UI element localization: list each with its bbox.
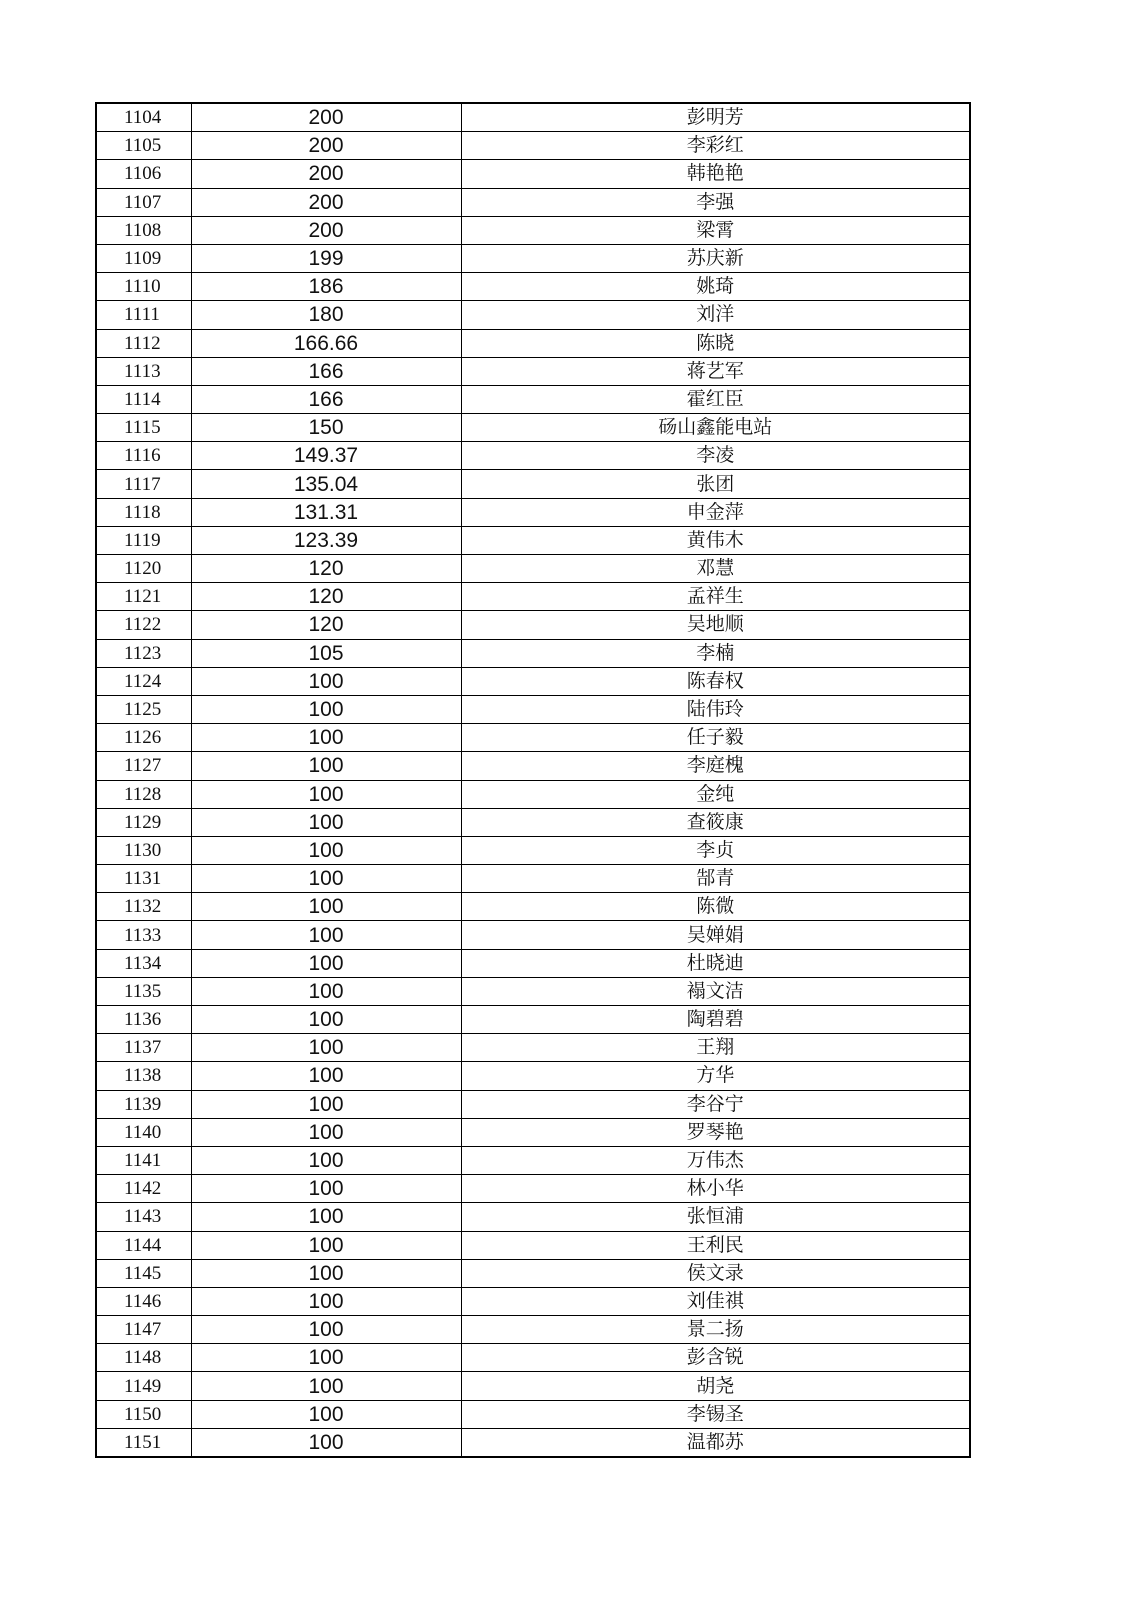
- table-row: [96, 132, 970, 160]
- row-number-cell: 1117: [96, 470, 191, 498]
- table-row: [96, 526, 970, 554]
- donor-name-cell: 李彩红: [461, 132, 970, 160]
- table-body: [96, 103, 970, 1457]
- amount-cell: 100: [191, 1344, 461, 1372]
- table-row: [96, 188, 970, 216]
- donor-name-cell: 李凌: [461, 442, 970, 470]
- table-row: [96, 160, 970, 188]
- amount-cell: 100: [191, 1372, 461, 1400]
- donor-name-cell: 李谷宁: [461, 1090, 970, 1118]
- table-row: [96, 1287, 970, 1315]
- row-number-cell: 1150: [96, 1400, 191, 1428]
- table-row: [96, 1203, 970, 1231]
- amount-cell: 100: [191, 1428, 461, 1457]
- table-row: [96, 414, 970, 442]
- donor-name-cell: 陈晓: [461, 329, 970, 357]
- table-row: [96, 498, 970, 526]
- donor-name-cell: 温都苏: [461, 1428, 970, 1457]
- donor-name-cell: 彭明芳: [461, 103, 970, 132]
- row-number-cell: 1151: [96, 1428, 191, 1457]
- donor-name-cell: 刘洋: [461, 301, 970, 329]
- amount-cell: 100: [191, 752, 461, 780]
- row-number-cell: 1134: [96, 949, 191, 977]
- table-row: [96, 836, 970, 864]
- table-row: [96, 1006, 970, 1034]
- table-row: [96, 1428, 970, 1457]
- donor-name-cell: 王利民: [461, 1231, 970, 1259]
- amount-cell: 120: [191, 555, 461, 583]
- donor-name-cell: 查筱康: [461, 808, 970, 836]
- row-number-cell: 1141: [96, 1146, 191, 1174]
- table-row: [96, 865, 970, 893]
- donor-name-cell: 罗琴艳: [461, 1118, 970, 1146]
- donor-name-cell: 姚琦: [461, 273, 970, 301]
- table-row: [96, 1118, 970, 1146]
- donor-name-cell: 张恒浦: [461, 1203, 970, 1231]
- donor-name-cell: 梁霄: [461, 216, 970, 244]
- amount-cell: 100: [191, 1090, 461, 1118]
- donor-name-cell: 郜青: [461, 865, 970, 893]
- donor-name-cell: 申金萍: [461, 498, 970, 526]
- donor-name-cell: 张团: [461, 470, 970, 498]
- amount-cell: 200: [191, 216, 461, 244]
- amount-cell: 180: [191, 301, 461, 329]
- amount-cell: 131.31: [191, 498, 461, 526]
- row-number-cell: 1136: [96, 1006, 191, 1034]
- amount-cell: 166.66: [191, 329, 461, 357]
- donor-name-cell: 胡尧: [461, 1372, 970, 1400]
- row-number-cell: 1145: [96, 1259, 191, 1287]
- table-row: [96, 611, 970, 639]
- row-number-cell: 1138: [96, 1062, 191, 1090]
- row-number-cell: 1115: [96, 414, 191, 442]
- table-row: [96, 977, 970, 1005]
- table-row: [96, 216, 970, 244]
- row-number-cell: 1140: [96, 1118, 191, 1146]
- donor-name-cell: 任子毅: [461, 724, 970, 752]
- table-row: [96, 357, 970, 385]
- row-number-cell: 1144: [96, 1231, 191, 1259]
- amount-cell: 166: [191, 357, 461, 385]
- row-number-cell: 1128: [96, 780, 191, 808]
- row-number-cell: 1112: [96, 329, 191, 357]
- table-row: [96, 893, 970, 921]
- amount-cell: 100: [191, 1287, 461, 1315]
- amount-cell: 100: [191, 1400, 461, 1428]
- row-number-cell: 1125: [96, 695, 191, 723]
- donor-name-cell: 金纯: [461, 780, 970, 808]
- amount-cell: 100: [191, 1118, 461, 1146]
- row-number-cell: 1124: [96, 667, 191, 695]
- table-row: [96, 724, 970, 752]
- row-number-cell: 1106: [96, 160, 191, 188]
- row-number-cell: 1135: [96, 977, 191, 1005]
- table-row: [96, 273, 970, 301]
- row-number-cell: 1116: [96, 442, 191, 470]
- donor-name-cell: 林小华: [461, 1175, 970, 1203]
- donor-name-cell: 彭含锐: [461, 1344, 970, 1372]
- table-row: [96, 555, 970, 583]
- donor-name-cell: 黄伟木: [461, 526, 970, 554]
- amount-cell: 150: [191, 414, 461, 442]
- row-number-cell: 1104: [96, 103, 191, 132]
- amount-cell: 200: [191, 188, 461, 216]
- donor-name-cell: 刘佳祺: [461, 1287, 970, 1315]
- donor-name-cell: 陈微: [461, 893, 970, 921]
- table-row: [96, 329, 970, 357]
- amount-cell: 100: [191, 921, 461, 949]
- donor-name-cell: 侯文录: [461, 1259, 970, 1287]
- amount-cell: 149.37: [191, 442, 461, 470]
- amount-cell: 100: [191, 1034, 461, 1062]
- donor-name-cell: 景二扬: [461, 1316, 970, 1344]
- donor-name-cell: 孟祥生: [461, 583, 970, 611]
- amount-cell: 100: [191, 808, 461, 836]
- table-row: [96, 1316, 970, 1344]
- donor-name-cell: 陶碧碧: [461, 1006, 970, 1034]
- amount-cell: 100: [191, 977, 461, 1005]
- table-row: [96, 1146, 970, 1174]
- amount-cell: 186: [191, 273, 461, 301]
- donor-name-cell: 蒋艺军: [461, 357, 970, 385]
- table-row: [96, 244, 970, 272]
- row-number-cell: 1123: [96, 639, 191, 667]
- donor-name-cell: 苏庆新: [461, 244, 970, 272]
- amount-cell: 200: [191, 103, 461, 132]
- row-number-cell: 1146: [96, 1287, 191, 1315]
- table-row: [96, 695, 970, 723]
- donor-name-cell: 杜晓迪: [461, 949, 970, 977]
- donor-name-cell: 陈春权: [461, 667, 970, 695]
- table-row: [96, 949, 970, 977]
- table-row: [96, 752, 970, 780]
- donor-name-cell: 砀山鑫能电站: [461, 414, 970, 442]
- table-row: [96, 1034, 970, 1062]
- amount-cell: 100: [191, 1259, 461, 1287]
- row-number-cell: 1129: [96, 808, 191, 836]
- row-number-cell: 1107: [96, 188, 191, 216]
- table-row: [96, 1400, 970, 1428]
- amount-cell: 100: [191, 780, 461, 808]
- row-number-cell: 1110: [96, 273, 191, 301]
- donor-name-cell: 邓慧: [461, 555, 970, 583]
- amount-cell: 166: [191, 385, 461, 413]
- amount-cell: 120: [191, 611, 461, 639]
- table-row: [96, 385, 970, 413]
- donor-name-cell: 褟文洁: [461, 977, 970, 1005]
- table-row: [96, 442, 970, 470]
- row-number-cell: 1108: [96, 216, 191, 244]
- row-number-cell: 1139: [96, 1090, 191, 1118]
- amount-cell: 100: [191, 724, 461, 752]
- row-number-cell: 1133: [96, 921, 191, 949]
- donor-name-cell: 李锡圣: [461, 1400, 970, 1428]
- row-number-cell: 1111: [96, 301, 191, 329]
- donor-name-cell: 李庭槐: [461, 752, 970, 780]
- table-row: [96, 1231, 970, 1259]
- table-row: [96, 667, 970, 695]
- donor-name-cell: 李楠: [461, 639, 970, 667]
- row-number-cell: 1132: [96, 893, 191, 921]
- row-number-cell: 1137: [96, 1034, 191, 1062]
- table-row: [96, 780, 970, 808]
- row-number-cell: 1119: [96, 526, 191, 554]
- donor-name-cell: 吴地顺: [461, 611, 970, 639]
- amount-cell: 100: [191, 1175, 461, 1203]
- row-number-cell: 1118: [96, 498, 191, 526]
- row-number-cell: 1105: [96, 132, 191, 160]
- amount-cell: 100: [191, 836, 461, 864]
- table-row: [96, 1062, 970, 1090]
- row-number-cell: 1109: [96, 244, 191, 272]
- table-row: [96, 1344, 970, 1372]
- donor-name-cell: 王翔: [461, 1034, 970, 1062]
- table-row: [96, 1259, 970, 1287]
- amount-cell: 105: [191, 639, 461, 667]
- amount-cell: 135.04: [191, 470, 461, 498]
- amount-cell: 100: [191, 1062, 461, 1090]
- amount-cell: 123.39: [191, 526, 461, 554]
- table-row: [96, 808, 970, 836]
- row-number-cell: 1127: [96, 752, 191, 780]
- row-number-cell: 1131: [96, 865, 191, 893]
- donor-name-cell: 霍红臣: [461, 385, 970, 413]
- table-row: [96, 1090, 970, 1118]
- table-row: [96, 639, 970, 667]
- amount-cell: 100: [191, 1203, 461, 1231]
- donor-name-cell: 万伟杰: [461, 1146, 970, 1174]
- amount-cell: 100: [191, 865, 461, 893]
- row-number-cell: 1122: [96, 611, 191, 639]
- amount-cell: 100: [191, 949, 461, 977]
- amount-cell: 120: [191, 583, 461, 611]
- row-number-cell: 1149: [96, 1372, 191, 1400]
- row-number-cell: 1147: [96, 1316, 191, 1344]
- table-row: [96, 301, 970, 329]
- table-row: [96, 1372, 970, 1400]
- amount-cell: 100: [191, 667, 461, 695]
- amount-cell: 100: [191, 893, 461, 921]
- amount-cell: 100: [191, 1316, 461, 1344]
- donor-name-cell: 韩艳艳: [461, 160, 970, 188]
- row-number-cell: 1120: [96, 555, 191, 583]
- row-number-cell: 1130: [96, 836, 191, 864]
- donor-name-cell: 李贞: [461, 836, 970, 864]
- amount-cell: 100: [191, 1231, 461, 1259]
- donor-name-cell: 陆伟玲: [461, 695, 970, 723]
- amount-cell: 199: [191, 244, 461, 272]
- row-number-cell: 1148: [96, 1344, 191, 1372]
- donor-name-cell: 吴婵娟: [461, 921, 970, 949]
- amount-cell: 200: [191, 132, 461, 160]
- row-number-cell: 1114: [96, 385, 191, 413]
- amount-cell: 200: [191, 160, 461, 188]
- row-number-cell: 1113: [96, 357, 191, 385]
- donation-table: [95, 102, 971, 1458]
- donor-name-cell: 方华: [461, 1062, 970, 1090]
- row-number-cell: 1143: [96, 1203, 191, 1231]
- row-number-cell: 1142: [96, 1175, 191, 1203]
- amount-cell: 100: [191, 695, 461, 723]
- table-row: [96, 921, 970, 949]
- table-row: [96, 583, 970, 611]
- amount-cell: 100: [191, 1006, 461, 1034]
- table-row: [96, 1175, 970, 1203]
- row-number-cell: 1126: [96, 724, 191, 752]
- donor-name-cell: 李强: [461, 188, 970, 216]
- amount-cell: 100: [191, 1146, 461, 1174]
- table-row: [96, 103, 970, 132]
- table-row: [96, 470, 970, 498]
- row-number-cell: 1121: [96, 583, 191, 611]
